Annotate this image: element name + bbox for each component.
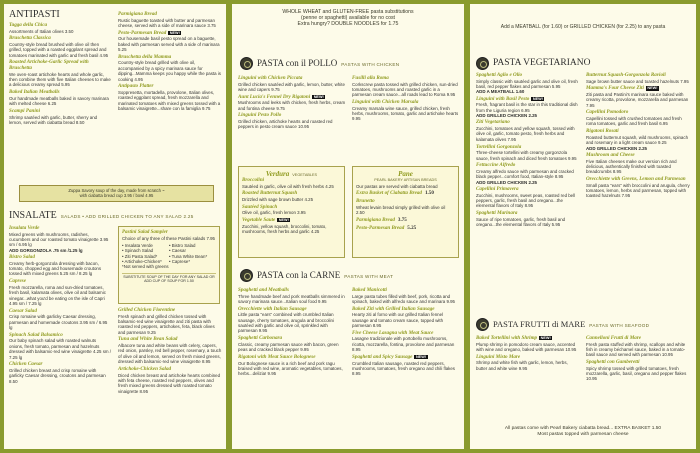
menu-item-price: 5.25 <box>407 224 417 231</box>
menu-item <box>9 362 111 384</box>
menu-item-desc: Fresh mozzarella, roma and sun-dried tomatoes, fresh basil, kalamata olives, olive oil and balsamic vinegar...what you'd be eating on the isle of Capri 4.95 sm / 7.25 lg <box>9 284 106 306</box>
menu-item-name-text: Capellini Primavera <box>476 186 519 193</box>
menu-item-desc: Country-style bread brushed with olive oil then grilled, topped with a roasted eggplant spread and tomatoes marinated with garlic and fresh basil 4.95 <box>9 41 109 58</box>
menu-item <box>476 120 580 142</box>
menu-item <box>238 288 346 304</box>
menu-item-desc: Country-style bread grilled with olive oil, accompanied by a spicy marinara sauce for dipping...Mamma keeps you happy while the pasta is cooking 4.95 <box>118 60 221 82</box>
sampler-title: Pastini Salad Sampler <box>122 230 168 235</box>
menu-item <box>9 226 111 253</box>
menu-item-name-text: Butternut Squash-Gorgonzola Ravioli <box>586 72 666 78</box>
substitution-line-3: Extra hungry? DOUBLE NOODLES for 1.75 <box>297 20 399 27</box>
menu-item-price: 1.50 <box>424 190 434 196</box>
menu-item <box>238 113 346 129</box>
menu-item-desc: Creamy alfredo sauce with parmesan and cracked black pepper...comfort food, Italian-style 8.95 <box>476 168 574 180</box>
menu-item <box>586 73 692 84</box>
menu-item-desc: Mushrooms and leeks with chicken, fresh herbs, cream and fontina cheese 9.75 <box>238 100 346 111</box>
insalate-subtitle: SALADS • ADD GRILLED CHICKEN TO ANY SALAD 2.25 <box>60 214 194 219</box>
menu-item-name-text: Orecchiette with Greens, Lemon and Parmesan <box>586 176 686 183</box>
menu-item <box>9 309 111 331</box>
carne-left-column <box>238 288 346 379</box>
menu-item-name <box>356 226 455 232</box>
menu-item <box>586 360 692 382</box>
menu-item <box>352 100 460 122</box>
menu-item <box>356 226 455 232</box>
menu-item-addon: ADD GRILLED CHICKEN 2.25 <box>476 179 537 185</box>
menu-item-addon: ADD GRILLED CHICKEN 2.25 <box>476 113 537 119</box>
menu-item-desc: Soppresetta, mortadella, provolone, Italian olives, roasted eggplant spread, fresh mozzarella and marinated tomatoes with mixed greens tossed with a balsamic vinaigrette...share con la famiglia 9.75 <box>118 89 221 112</box>
menu-item <box>476 336 580 352</box>
menu-item-desc: Fresh, fragrant basil is the star in this traditional dish from the Liguria region 6.95 <box>476 102 578 113</box>
menu-item-name-text: Tuna and White Bean Salad <box>118 336 178 343</box>
vegetariano-title: PASTA VEGETARIANO <box>493 58 591 68</box>
pane-intro: Our pastas are served with ciabatta bread <box>356 183 438 189</box>
menu-item-name-text: Antipasto Platter <box>118 83 154 90</box>
menu-item-name-text: Mamma's Four Cheese Ziti <box>586 85 644 92</box>
menu-item-desc: Zucchini, mushrooms, sweet peas, roasted red bell peppers, garlic, fresh basil and oregano...the elemental flavors of Italy 8.95 <box>476 192 576 209</box>
sampler-note: *Not served with greens <box>122 264 169 270</box>
sampler-item: • Spinach Salad <box>122 248 154 254</box>
menu-item-desc: Crisp romaine with garlicky Caesar dressing, parmesan and homemade croutons 3.95 sm / 6.95 lg <box>9 314 108 331</box>
pollo-left-column <box>238 76 346 132</box>
menu-item-name-text: Baked Ziti with Grilled Italian Sausage <box>352 305 435 312</box>
menu-item <box>476 145 580 161</box>
menu-item-name-text: Mushroom and Cheese <box>586 151 635 158</box>
pastini-logo-icon <box>476 57 489 70</box>
sampler-item: • Caprese* <box>169 259 191 264</box>
menu-item-name-text: Pesto-Parmesan Bread <box>356 224 405 231</box>
menu-item-name-text: Parmigiana Bread <box>118 11 157 17</box>
zuppa-price: with ciabatta bread cup 3.95 / bowl 4.95 <box>79 193 154 199</box>
menu-item <box>118 84 222 111</box>
menu-item-desc: Five Italian cheeses make our version rich and delicious, authentically finished with toasted breadcrumbs 8.95 <box>586 158 677 175</box>
menu-item-addon: ADD GRILLED CHICKEN 2.25 <box>586 145 647 151</box>
menu-item-desc: Plump shrimp in pomodoro cream sauce, accented with wine and oregano, baked with parmesan 10.95 <box>476 341 577 352</box>
insalate-right-column <box>118 308 222 396</box>
menu-item <box>476 187 580 209</box>
sampler-item: • Bistro Salad <box>169 242 196 248</box>
menu-item <box>476 97 580 118</box>
menu-item <box>238 355 346 377</box>
menu-item-name-text: Scampi Panini <box>9 107 40 114</box>
pollo-title-text: PASTA con il POLLO <box>257 58 338 68</box>
menu-item-desc: Shrimp and white fish with garlic, lemon, herbs, butter and white wine 9.95 <box>476 360 568 371</box>
menu-item-name-text: Spaghetti Carbonara <box>238 335 283 342</box>
menu-item <box>242 178 341 189</box>
menu-item-desc: Zucchini, tomatoes and yellow squash, tossed with olive oil, garlic, tomato pesto, fresh herbs and kalamata olives 7.95 <box>476 126 575 142</box>
insalate-left-column <box>9 226 111 386</box>
pollo-right-column <box>352 76 460 124</box>
antipasti-title: ANTIPASTI <box>9 9 60 20</box>
menu-item <box>118 31 222 53</box>
sampler-item: • Insalata Verde <box>122 242 153 248</box>
menu-item-desc: Creamy herb-gorgonzola dressing with bacon, tomato, chopped egg and housemade croutons tossed with mixed greens 5.25 sm / 8.25 lg <box>9 260 102 277</box>
menu-item-name-text: Tagga della Chica <box>9 22 48 28</box>
menu-item-name-text: Bruschetta della Mamma <box>118 53 172 60</box>
frutti-left-column <box>476 336 580 373</box>
menu-item-name <box>9 60 111 71</box>
menu-item-name-text: Extra Basket of Ciabatta Bread <box>356 190 422 196</box>
menu-item-desc: Our baby spinach salad with roasted walnuts onions, fresh tomato, parmesan and hazelnuts dressed with balsamic-red wine vinaigrette 4.25 sm / 7.25 lg <box>9 338 112 360</box>
menu-item-desc: Our handmade meatballs baked in savory marinara with melted cheese 6.25 <box>9 95 109 107</box>
menu-item-desc: Roasted butternut squash, wild mushrooms, spinach and rosemary in a light cream sauce 9.25 <box>586 134 689 146</box>
vegetariano-right-column <box>586 73 692 201</box>
menu-item-name-text: Caesar Salad <box>9 307 37 314</box>
menu-item-desc: Sautéed in garlic, olive oil with fresh herbs 4.25 <box>242 183 334 189</box>
menu-item-desc: Corkscrew pasta tossed with grilled chicken, sun-dried tomatoes, mushrooms and roasted garlic in a parmesan cream sauce...all roads lead to Roma 9.95 <box>352 81 458 98</box>
menu-item-desc: Wheat levain bread simply grilled with olive oil 2.50 <box>356 204 446 215</box>
menu-item-name-text: Ziti Vegetariano <box>476 119 510 126</box>
menu-item-name-text: Broccolini <box>242 177 265 183</box>
menu-item-desc: Assortments of Italian olives 3.50 <box>9 28 74 34</box>
menu-item-desc: Zucchini, yellow squash, broccolini, tomato, mushrooms, fresh herbs and garlic 4.25 <box>242 223 327 235</box>
menu-item <box>586 336 692 358</box>
frutti-subtitle: PASTAS WITH SEAFOOD <box>589 323 650 328</box>
menu-item-desc: Diced chicken breast and artichoke hearts combined with feta cheese, roasted red peppers, olives and fresh mixed greens dressed with roasted tomato vinaigrette 8.95 <box>118 372 221 394</box>
menu-item-name-text: Capellini Pomodoro <box>586 109 629 116</box>
menu-item-name-text: Roasted Butternut Squash <box>242 190 298 197</box>
carne-subtitle: PASTAS WITH MEAT <box>344 274 394 279</box>
menu-item-name-text: Bistro Salad <box>9 254 35 261</box>
menu-item-name-text: Spaghetti Marinara <box>476 210 518 217</box>
carne-title <box>257 270 393 280</box>
menu-item <box>9 60 111 87</box>
menu-item-desc: Creamy marsala wine sauce, grilled chicken, fresh herbs, mushrooms, tomato, garlic and artichoke hearts 9.95 <box>352 105 459 122</box>
menu-item <box>476 211 580 227</box>
menu-item-desc: Sauce of ripe tomatoes, garlic, fresh basil and oregano...the elemental flavors of Italy 5.95 <box>476 216 566 228</box>
pastini-logo-icon <box>240 57 253 70</box>
insalate-title <box>9 210 194 221</box>
menu-item-name <box>356 218 455 224</box>
menu-item-name-text: Parmigiana Bread <box>356 216 395 223</box>
menu-item-name-text: Linguini Pesto Pollo <box>238 112 282 119</box>
menu-item-addon: ADD GORGONZOLA .75 sm /1.25 lg <box>9 247 83 253</box>
frutti-footer <box>474 423 692 443</box>
menu-item <box>9 23 111 34</box>
pollo-subtitle: PASTAS WITH CHICKEN <box>341 62 400 67</box>
sampler-item: • Ziti Pasta Salad* <box>122 253 158 259</box>
pastini-logo-icon <box>240 269 253 282</box>
menu-item <box>242 205 341 216</box>
menu-item-desc: Little pasta "ears" combined with crumbled Italian sausage, cherry tomatoes, arugula and broccolini sautéed with garlic and olive oil, sprinkled with parmesan 9.95 <box>238 312 334 334</box>
menu-item-name-text: Spinach Salad Balsamico <box>9 331 63 338</box>
menu-item-name-text: Pesto-Parmesan Bread <box>118 29 167 36</box>
verdura-title: Verdura <box>265 170 290 178</box>
menu-item-name-text: Fettuccine Alfredo <box>476 162 516 169</box>
carne-title-text: PASTA con la CARNE <box>257 270 341 280</box>
frutti-right-column <box>586 336 692 384</box>
frutti-title <box>493 319 649 329</box>
insalate-title-text: INSALATE <box>9 210 57 221</box>
new-badge: NEW! <box>169 30 180 35</box>
new-badge: NEW! <box>278 218 289 223</box>
menu-item-desc: Sage brown butter sauce and toasted hazelnuts 7.95 <box>586 78 689 84</box>
menu-item-desc: Olive oil, garlic, fresh lemon 3.95 <box>242 210 306 216</box>
menu-item-name-text: Artichoke-Chicken Salad <box>118 365 172 372</box>
menu-item-name-text: Roasted Artichoke-Garlic Spread with Bruschetta <box>9 59 89 72</box>
menu-item-desc: Ziti pasta and Pastini's marinara sauce baked with creamy ricotta, provolone, mozzarella and parmesan 7.95 <box>586 91 689 108</box>
menu-item-name-text: Linguini with Chicken Marsala <box>352 99 419 106</box>
menu-item-name-text: Baked Italian Meatballs <box>9 89 60 96</box>
pane-subtitle: PEARL BAKERY ARTISAN BREADS <box>374 178 437 182</box>
pane-title: Pane <box>398 170 413 178</box>
menu-item-name-text: Five Cheese Lasagna with Meat Sauce <box>352 329 434 336</box>
menu-item-name-text: Tortellini Gorgonzola <box>476 143 522 150</box>
menu-item-desc: Simply classic with sautéed garlic and olive oil, fresh basil, red pepper flakes and parmesan 5.95 <box>476 78 578 89</box>
zuppa-banner <box>19 185 214 202</box>
menu-item-name <box>356 191 455 197</box>
menu-item-desc: Mixed greens with mushrooms, radishes, cucumbers and our roasted tomato vinaigrette 3.95 sm / 6.95 lg <box>9 231 109 248</box>
pollo-title <box>257 58 399 68</box>
menu-item-name-text: Sautéed Spinach <box>242 203 278 210</box>
menu-item-desc: Three-cheese tortellini with creamy gorgonzola sauce, fresh spinach and diced fresh tomatoes 9.95 <box>476 150 577 161</box>
menu-item <box>9 109 111 125</box>
menu-item-desc: We oven-roast artichoke hearts and whole garlic, then combine them with five Italian cheeses to make a delicious creamy spread 5.95 <box>9 71 111 88</box>
menu-item <box>586 129 692 150</box>
menu-item-name-text: Linguini with Basil Pesto <box>476 95 530 102</box>
menu-item-name-text: Caprese <box>9 278 26 285</box>
menu-item-name <box>586 177 692 183</box>
verdura-box <box>238 166 345 258</box>
menu-item <box>586 153 692 175</box>
menu-item <box>238 336 346 352</box>
menu-item <box>9 279 111 306</box>
menu-item-desc: Three handmade beef and pork meatballs simmered in savory marinara sauce...Italian soul food 9.95 <box>238 293 345 304</box>
pasta-pollo-carne-panel <box>232 4 464 449</box>
antipasti-insalate-panel <box>4 4 226 449</box>
verdura-list <box>242 178 341 234</box>
menu-item-desc: Crumbled Italian sausage, roasted red peppers, mushrooms, tomatoes, fresh oregano and chili flakes 8.95 <box>352 360 455 377</box>
menu-item <box>352 307 460 329</box>
new-badge: NEW! <box>415 354 427 359</box>
menu-item <box>9 255 111 277</box>
new-badge: NEW! <box>313 94 324 99</box>
menu-item <box>356 191 455 197</box>
menu-item-name-text: Fusilli alla Roma <box>352 75 389 81</box>
menu-item <box>476 355 580 371</box>
menu-item <box>118 12 222 28</box>
pane-list <box>356 191 455 231</box>
menu-item-name-text: Cannelloni Frutti di Mare <box>586 335 642 341</box>
vegetariano-frutti-panel <box>470 4 696 449</box>
menu-item-desc: Grilled chicken, artichoke hearts and roasted red peppers in pesto cream sauce 10.95 <box>238 119 333 130</box>
menu-item-name-text: Rigatoni Rosati <box>586 128 619 135</box>
menu-item-desc: Fresh pasta stuffed with shrimp, scallops and white fish in creamy béchamel sauce, baked in a tomato-basil sauce and served with parmesan 10.95 <box>586 341 686 358</box>
sampler-item: • Tuna White Bean* <box>169 253 208 259</box>
menu-item-name-text: Aunt Lucia's Fennel Dry Rigatoni <box>238 93 311 100</box>
menu-item <box>118 337 222 364</box>
menu-item-desc: Classic, creamy parmesan sauce with bacon, green peas and cracked black pepper 9.95 <box>238 341 339 353</box>
menu-item <box>476 73 580 94</box>
menu-item-name-text: Insalata Verde <box>9 225 40 231</box>
menu-item-name-text: Baked Tortellini with Shrimp <box>476 335 538 341</box>
menu-item <box>242 218 341 234</box>
menu-item <box>352 288 460 304</box>
pastini-logo-icon <box>476 318 489 331</box>
menu-item <box>9 36 111 58</box>
menu-item-name-text: Rigatoni with Meat Sauce Bolognese <box>238 353 316 360</box>
menu-item-name-text: Linguini with Chicken Piccata <box>238 75 303 81</box>
menu-item-desc: Small pasta "ears" with broccolini and arugula, cherry tomatoes, lemon, herbs and parmesan, topped with toasted hazelnuts 7.95 <box>586 182 690 199</box>
menu-item-name-text: Bruschetta Classica <box>9 35 51 42</box>
menu-item-name-text: Brunetto <box>356 197 375 204</box>
menu-item-desc: Hearty ziti al forno with our grilled Italian fennel sausage and tomato cream sauce, topped with parmesan 8.95 <box>352 312 444 329</box>
zuppa-text: Zuppa Savory soup of the day, made from scratch ~ <box>68 188 165 193</box>
menu-item-name-text: Spaghetti and Meatballs <box>238 287 289 293</box>
menu-item <box>356 218 455 224</box>
sampler-substitution: SUBSTITUTE SOUP OF THE DAY FOR ANY SALAD OR ADD CUP OF SOUP FOR 1.50 <box>123 274 215 284</box>
menu-item-name-text: Baked Manicotti <box>352 287 387 293</box>
pane-box <box>352 166 459 258</box>
footer-line-1: All pastas come with Pearl Bakery ciabatta bread... EXTRA BASKET 1.50 <box>504 426 662 431</box>
menu-item-desc: Grilled chicken breast and crisp romaine with garlicky Caesar dressing, croutons and parmesan 8.50 <box>9 367 106 384</box>
menu-item-name-text: Grilled Chicken Florentine <box>118 307 176 313</box>
new-badge: NEW! <box>647 86 658 91</box>
carne-right-column <box>352 288 460 379</box>
menu-item-desc: Drizzled with sage brown butter 4.25 <box>242 196 314 202</box>
substitution-line-1: WHOLE WHEAT and GLUTEN-FREE pasta substitutions <box>282 9 414 15</box>
menu-item-name-text: Spaghetti Aglio e Olio <box>476 72 523 78</box>
menu-item <box>352 76 460 98</box>
frutti-title-text: PASTA FRUTTI di MARE <box>493 319 586 329</box>
menu-item-desc: Spicy shrimp tossed with grilled tomatoes, fresh mozzarella, garlic, basil, oregano and pepper flakes 10.95 <box>586 365 687 382</box>
menu-item-desc: Shrimp sautéed with garlic, butter, sherry and lemon, served with ciabatta bread 8.50 <box>9 114 98 125</box>
substitution-line-2: (penne or spaghetti) available for no cost <box>300 14 395 21</box>
menu-item <box>586 177 692 199</box>
sampler-list <box>122 243 216 265</box>
menu-item-name-text: Spaghetti con Gamberetti <box>586 359 640 366</box>
menu-item-desc: Albacore tuna and white beans with celery, capers, red onion, parsley, red bell pepper, rosemary, a touch of olive oil and lemon, served on fresh mixed greens, dressed with balsamic-red wine vinaigrette 8.95 <box>118 343 222 365</box>
menu-item-desc: Lasagne tradizionale with portobello mushrooms, ricotta, mozzarella, fontina, provolone and parmesan 8.95 <box>352 336 455 353</box>
menu-item-price: 3.75 <box>397 216 407 223</box>
vegetariano-left-column <box>476 73 580 230</box>
menu-item-desc: Capellini tossed with crushed tomatoes and fresh roma tomatoes, garlic and fresh basil 6.95 <box>586 116 682 127</box>
menu-item-desc: Our Bolognese sauce is a rich beef and pork ragu braised with red wine, aromatic vegetables, tomatoes, herbs...delizia! 9.95 <box>238 360 343 377</box>
sampler-desc: Choice of any three of these Pastini salads 7.95 <box>122 235 215 241</box>
antipasti-right-column <box>118 12 222 114</box>
menu-item <box>352 355 460 377</box>
menu-item-name-text: Spaghetti and Spicy Sausage <box>352 353 413 360</box>
menu-item <box>118 367 222 394</box>
footer-line-2: Most pastas topped with parmesan cheese <box>537 431 629 437</box>
antipasti-left-column <box>9 23 111 128</box>
menu-item <box>238 95 346 111</box>
menu-item <box>118 308 222 335</box>
menu-item <box>356 199 455 215</box>
pasta-substitution-banner <box>236 6 460 34</box>
menu-item-name-text: Chicken Caesar <box>9 361 43 368</box>
new-badge: NEW! <box>532 96 543 101</box>
sampler-item: • Artichoke-Chicken* <box>122 259 162 264</box>
menu-item <box>9 333 111 360</box>
menu-item-name-text: Orecchiette with Italian Sausage <box>238 305 307 312</box>
menu-item <box>238 307 346 334</box>
new-badge: NEW! <box>540 336 551 340</box>
menu-item <box>586 110 692 126</box>
menu-item <box>476 163 580 184</box>
menu-item <box>238 76 346 92</box>
menu-item-desc: Fresh spinach and grilled chicken tossed with balsamic-red wine vinaigrette and ziti pasta with roasted red peppers, artichokes, feta, black olives and parmesan 9.25 <box>118 313 215 335</box>
menu-item-name-text: Vegetable Saute <box>242 217 276 224</box>
menu-item <box>118 55 222 82</box>
menu-item <box>9 90 111 106</box>
verdura-subtitle: VEGETABLES <box>292 173 318 177</box>
menu-item-desc: Our housemade basil pesto spread on a baguette, baked with parmesan served with a side of marinara 5.25 <box>118 36 220 53</box>
menu-item-name-text: Linguini Misto Mare <box>476 353 521 360</box>
menu-item <box>242 191 341 202</box>
menu-item-desc: Rustic baguette toasted with butter and parmesan cheese, served with a side of marinara sauce 3.75 <box>118 17 216 28</box>
add-meatball-banner: Add a MEATBALL (for 1.60) or GRILLED CHICKEN (for 2.25) to any pasta <box>474 22 692 34</box>
menu-item-desc: Grilled chicken sautéed with garlic, lemon, butter, white wine and capers 9.75 <box>238 81 345 92</box>
menu-item <box>352 331 460 353</box>
menu-item-addon: ADD A MEATBALL 1.60 <box>476 89 525 95</box>
menu-item-desc: Large pasta tubes filled with beef, pork, ricotta and spinach, baked with alfredo sauce and marinara 9.95 <box>352 293 455 304</box>
menu-item <box>586 86 692 108</box>
salad-sampler-box <box>118 226 220 304</box>
sampler-item: • Caesar <box>169 248 186 254</box>
